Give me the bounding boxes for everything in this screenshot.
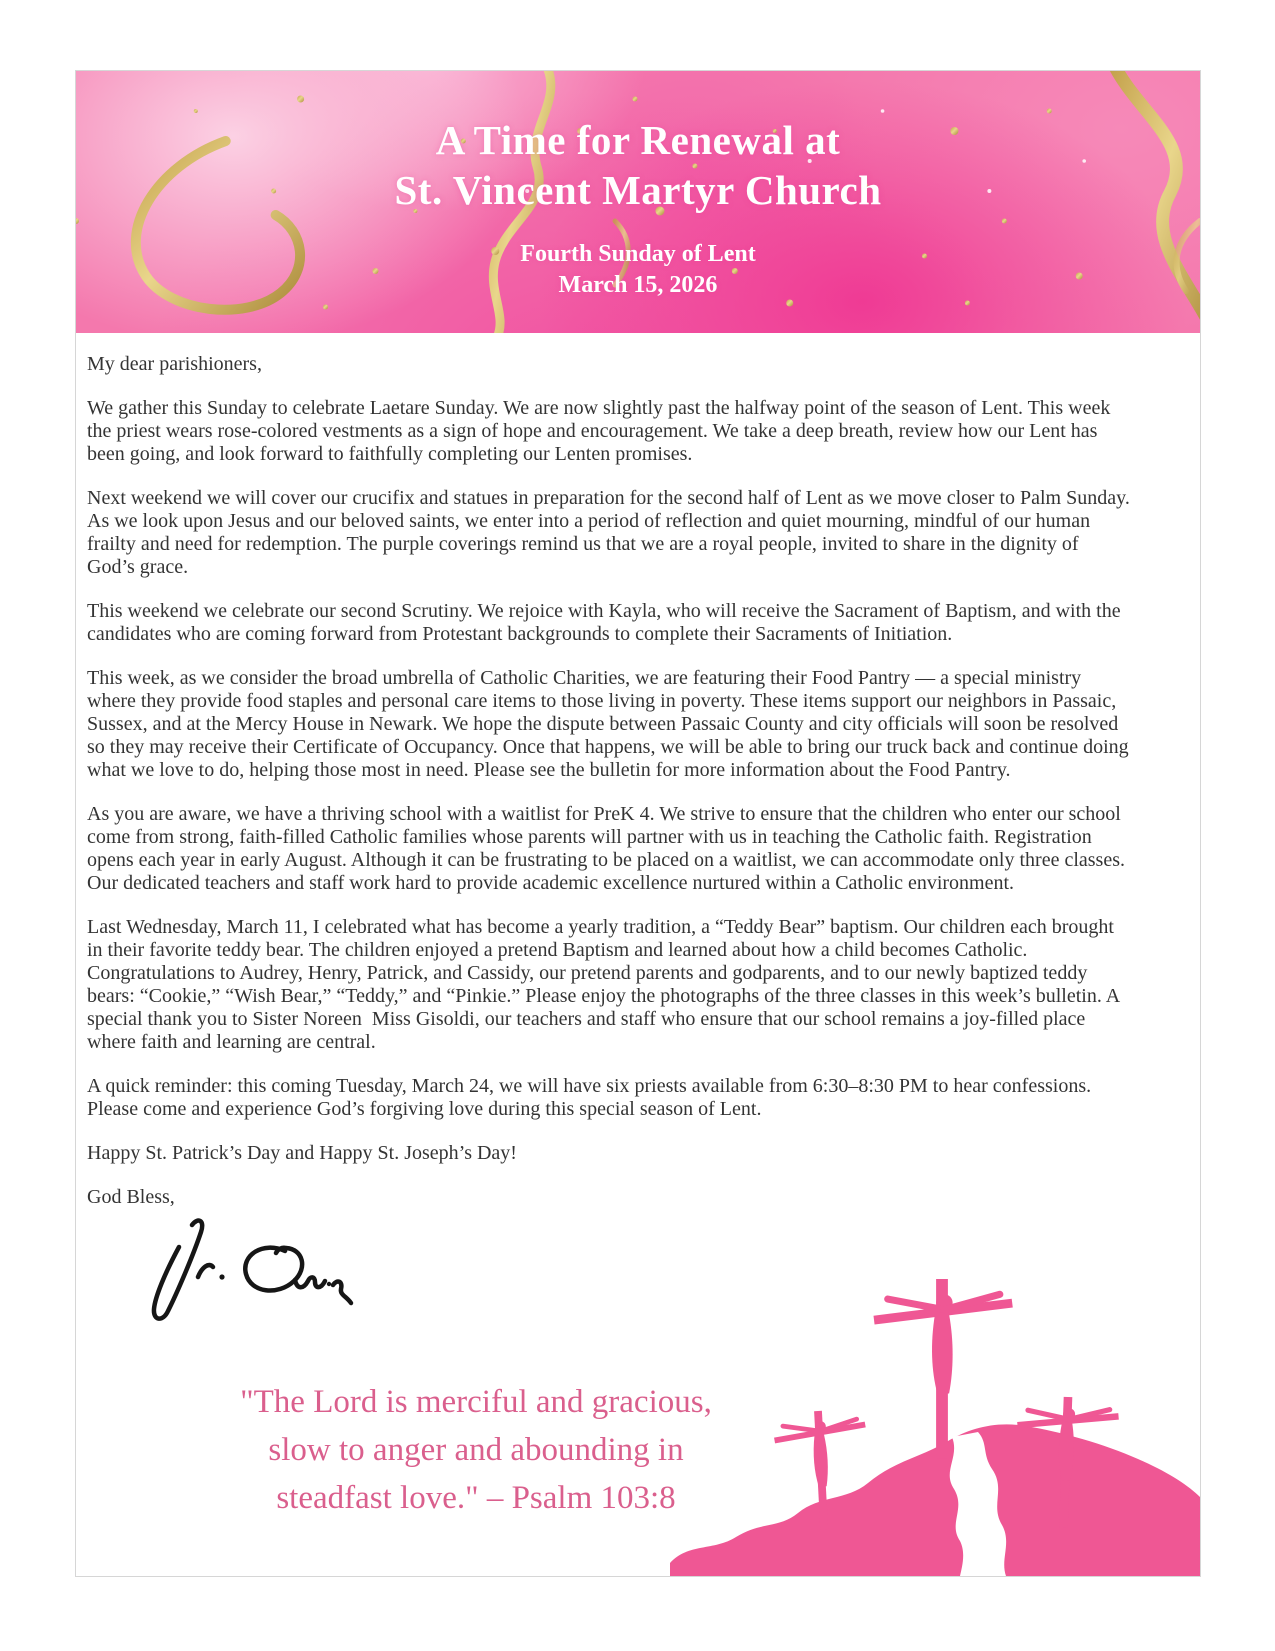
signature-ink [135, 1211, 365, 1321]
salutation: My dear parishioners, [87, 353, 262, 375]
quote-line2: slow to anger and abounding in [268, 1431, 684, 1468]
letter-body [76, 333, 1200, 1303]
paragraph-food-pantry: This week, as we consider the broad umbrella of Catholic Charities, we are featuring their Food Pantry — a special ministry where they provide food staples and personal care items to those living in poverty. These items support our neighbors in Passaic, Sussex, and at the Mercy House in Newark. We hope the dispute between Passaic County and city officials will soon be resolved so they may receive their Certificate of Occupancy. Once that happens, we will be able to bring our truck back and continue doing what we love to do, helping those most in need. Please see the bulletin for more information about the Food Pantry. [87, 667, 1134, 781]
paragraph-school: As you are aware, we have a thriving school with a waitlist for PreK 4. We strive to ensure that the children who enter our school come from strong, faith-filled Catholic families whose parents will partner with us in teaching the Catholic faith. Registration opens each year in early August. Although it can be frustrating to be placed on a waitlist, we can accommodate only three classes. Our dedicated teachers and staff work hard to provide academic excellence nurtured within a Catholic environment. [87, 803, 1130, 894]
paragraph-confessions: A quick reminder: this coming Tuesday, March 24, we will have six priests available from 6:30–8:30 PM to hear confessions. Please come and experience God’s forgiving love during this special season of Lent. [87, 1075, 1097, 1120]
banner-title-line2: St. Vincent Martyr Church [394, 167, 882, 214]
paragraph-coverings: Next weekend we will cover our crucifix and statues in preparation for the second half of Lent as we move closer to Palm Sunday. As we look upon Jesus and our beloved saints, we enter into a period of reflection and quiet mourning, mindful of our human frailty and need for redemption. The purple coverings remind us that we are a royal people, invited to share in the dignity of God’s grace. [87, 487, 1134, 578]
paragraph-teddy-bear: Last Wednesday, March 11, I celebrated what has become a yearly tradition, a “Teddy Bear” baptism. Our children each brought in their favorite teddy bear. The children enjoyed a pretend Baptism and learned about how a child becomes Catholic. Congratulations to Audrey, Henry, Patrick, and Cassidy, our pretend parents and godparents, and to our newly baptized teddy bears: “Cookie,” “Wish Bear,” “Teddy,” and “Pinkie.” Please enjoy the photographs of the three classes in this week’s bulletin. A special thank you to Sister Noreen Miss Gisoldi, our teachers and staff who ensure that our school remains a joy-filled place where faith and learning are central. [87, 916, 1125, 1053]
paragraph-feast-days: Happy St. Patrick’s Day and Happy St. Joseph’s Day! [87, 1142, 517, 1164]
banner [76, 71, 1200, 333]
signoff: God Bless, [87, 1186, 175, 1208]
banner-text-block [76, 71, 1200, 300]
banner-subtitle [520, 239, 755, 300]
quote-line3: steadfast love." – Psalm 103:8 [276, 1479, 676, 1516]
signature-script [135, 1211, 365, 1303]
letter-page [75, 70, 1201, 1577]
paragraph-laetare: We gather this Sunday to celebrate Laetare Sunday. We are now slightly past the halfway point of the season of Lent. This week the priest wears rose-colored vestments as a sign of hope and encouragement. We take a deep breath, review how our Lent has been going, and look forward to faithfully completing our Lenten promises. [87, 397, 1116, 465]
scripture-quote [116, 1379, 836, 1523]
banner-title-line1: A Time for Renewal at [435, 117, 841, 163]
banner-subtitle-line2: March 15, 2026 [558, 271, 718, 298]
banner-title [394, 115, 881, 215]
paragraph-scrutiny: This weekend we celebrate our second Scrutiny. We rejoice with Kayla, who will receive the Sacrament of Baptism, and with the candidates who are coming forward from Protestant backgrounds to complete their Sacraments of Initiation. [87, 600, 1126, 645]
quote-line1: "The Lord is merciful and gracious, [240, 1384, 712, 1420]
banner-subtitle-line1: Fourth Sunday of Lent [520, 241, 756, 268]
